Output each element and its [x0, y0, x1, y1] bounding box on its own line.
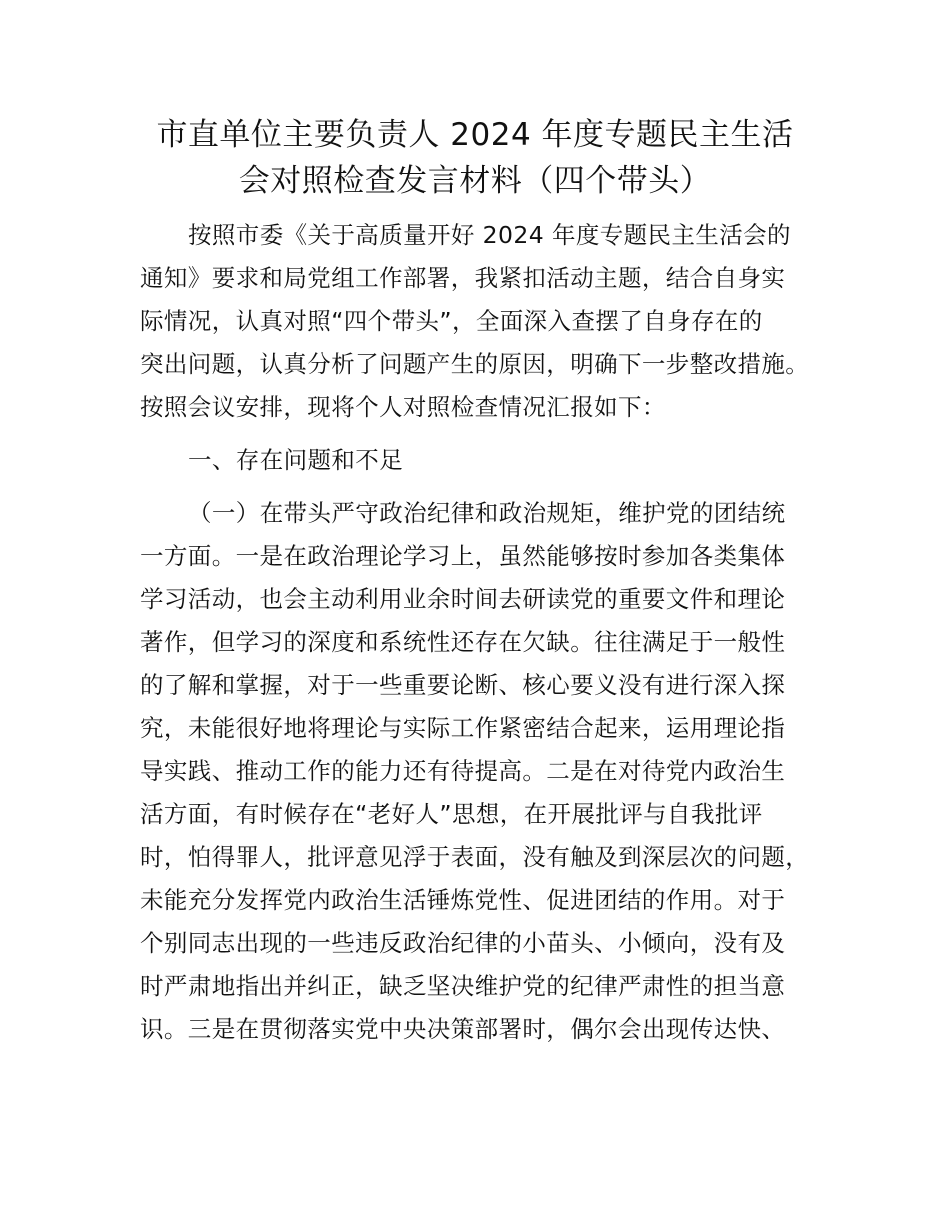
paragraph-line: 识。三是在贯彻落实党中央决策部署时，偶尔会出现传达快、 [140, 1015, 786, 1043]
paragraph-line: （一）在带头严守政治纪律和政治规矩，维护党的团结统 [188, 499, 786, 527]
paragraph-line: 一方面。一是在政治理论学习上，虽然能够按时参加各类集体 [140, 542, 786, 570]
paragraph-line: 未能充分发挥党内政治生活锤炼党性、促进团结的作用。对于 [140, 886, 786, 914]
paragraph-line: 突出问题，认真分析了问题产生的原因，明确下一步整改措施。 [140, 350, 810, 378]
paragraph-line: 际情况，认真对照“四个带头”，全面深入查摆了自身存在的 [140, 307, 763, 335]
paragraph-spacer [140, 429, 830, 439]
title-line-2: 会对照检查发言材料（四个带头） [238, 163, 712, 199]
paragraph-line: 究，未能很好地将理论与实际工作紧密结合起来，运用理论指 [140, 714, 786, 742]
paragraph-spacer [140, 482, 830, 492]
title-line-1: 市直单位主要负责人 2024 年度专题民主生活 [156, 117, 794, 153]
paragraph-line: 个别同志出现的一些违反政治纪律的小苗头、小倾向，没有及 [140, 929, 786, 957]
paragraph-intro [140, 214, 830, 429]
paragraph-line: 时，怕得罪人，批评意见浮于表面，没有触及到深层次的问题， [140, 843, 810, 871]
paragraph-line: 通知》要求和局党组工作部署，我紧扣活动主题，结合自身实 [140, 264, 786, 292]
paragraph-line: 按照市委《关于高质量开好 2024 年度专题民主生活会的 [188, 221, 791, 249]
paragraph-line: 著作，但学习的深度和系统性还存在欠缺。往往满足于一般性 [140, 628, 786, 656]
paragraph-line: 时严肃地指出并纠正，缺乏坚决维护党的纪律严肃性的担当意 [140, 972, 786, 1000]
paragraph-line: 的了解和掌握，对于一些重要论断、核心要义没有进行深入探 [140, 671, 786, 699]
paragraph-line: 学习活动，也会主动利用业余时间去研读党的重要文件和理论 [140, 585, 786, 613]
document-title [120, 112, 830, 204]
paragraph-line: 活方面，有时候存在“老好人”思想，在开展批评与自我批评 [140, 800, 763, 828]
paragraph-line: 导实践、推动工作的能力还有待提高。二是在对待党内政治生 [140, 757, 786, 785]
paragraph-problems [140, 492, 830, 1051]
section-heading: 一、存在问题和不足 [188, 446, 404, 474]
document-body [140, 214, 830, 1051]
paragraph-line: 按照会议安排，现将个人对照检查情况汇报如下： [140, 393, 666, 421]
